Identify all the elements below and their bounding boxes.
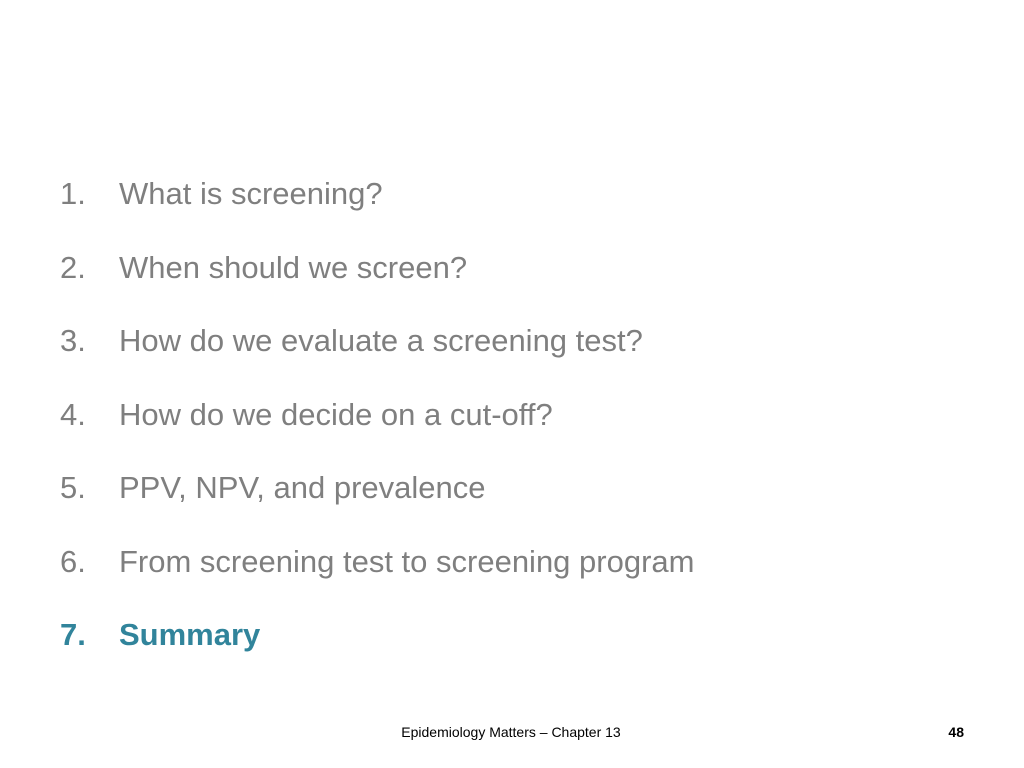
page-number: 48 [948, 724, 964, 740]
agenda-item-what-is-screening [60, 176, 960, 250]
agenda-item-label: PPV, NPV, and prevalence [119, 470, 486, 505]
agenda-item-summary [60, 617, 960, 691]
agenda-item-label: Summary [119, 617, 261, 652]
agenda-item-when-should-we-screen [60, 250, 960, 324]
agenda-item-label: What is screening? [119, 176, 383, 211]
agenda-item-number: 4. [60, 396, 86, 432]
agenda-item-number: 7. [60, 617, 86, 652]
agenda-item-label: When should we screen? [119, 249, 468, 285]
agenda-item-label: From screening test to screening program [119, 543, 695, 579]
agenda-item-label: How do we decide on a cut-off? [119, 396, 553, 432]
agenda-item-ppv-npv [60, 470, 960, 544]
agenda-item-number: 5. [60, 470, 86, 505]
agenda-item-number: 6. [60, 543, 86, 579]
agenda-item-number: 1. [60, 176, 86, 211]
agenda-item-cut-off [60, 397, 960, 471]
agenda-item-screening-program [60, 544, 960, 618]
agenda-item-number: 2. [60, 249, 86, 285]
agenda-item-number: 3. [60, 323, 86, 358]
agenda-item-label: How do we evaluate a screening test? [119, 323, 643, 358]
agenda-list [60, 176, 960, 691]
agenda-item-evaluate-test [60, 323, 960, 397]
footer-title: Epidemiology Matters – Chapter 13 [401, 724, 621, 740]
